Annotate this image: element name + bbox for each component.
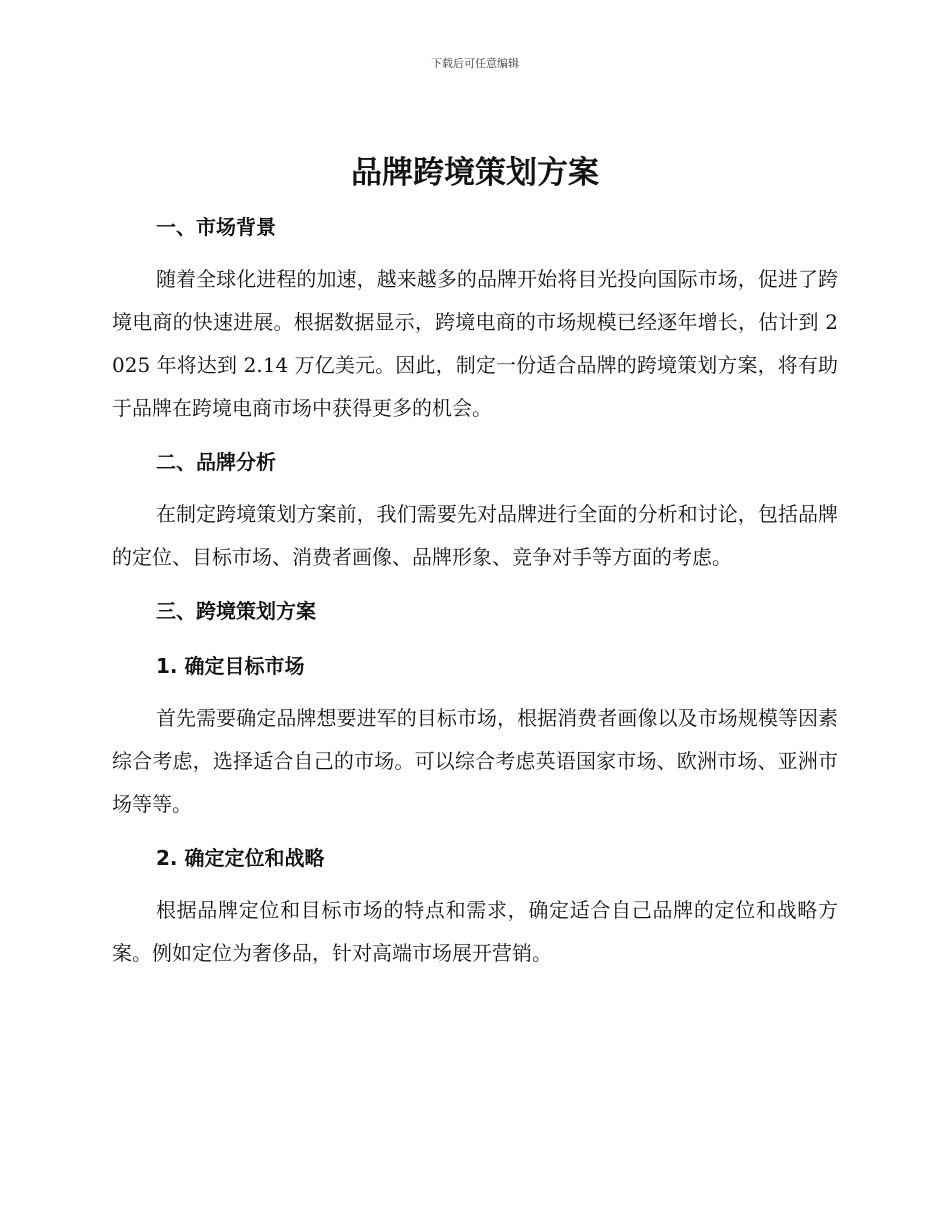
document-body <box>112 148 838 975</box>
section-paragraph-market-background: 随着全球化进程的加速，越来越多的品牌开始将目光投向国际市场，促进了跨境电商的快速进展。根据数据显示，跨境电商的市场规模已经逐年增长，估计到 2025 年将达到 2.14 万亿美元。因此，制定一份适合品牌的跨境策划方案，将有助于品牌在跨境电商市场中获得更多的机会。 <box>112 267 838 420</box>
subsection-paragraph-positioning-strategy: 根据品牌定位和目标市场的特点和需求，确定适合自己品牌的定位和战略方案。例如定位为奢侈品，针对高端市场展开营销。 <box>112 898 838 965</box>
subsection-heading-positioning-strategy: 2. 确定定位和战略 <box>156 846 325 870</box>
subsection-heading-target-market: 1. 确定目标市场 <box>156 654 305 678</box>
header-note: 下载后可任意编辑 <box>431 57 519 70</box>
document-title: 品牌跨境策划方案 <box>351 155 599 191</box>
section-paragraph-brand-analysis: 在制定跨境策划方案前，我们需要先对品牌进行全面的分析和讨论，包括品牌的定位、目标市场、消费者画像、品牌形象、竞争对手等方面的考虑。 <box>112 502 838 569</box>
section-heading-brand-analysis: 二、品牌分析 <box>156 450 276 474</box>
subsection-paragraph-target-market: 首先需要确定品牌想要进军的目标市场，根据消费者画像以及市场规模等因素综合考虑，选择适合自己的市场。可以综合考虑英语国家市场、欧洲市场、亚洲市场等等。 <box>112 706 838 816</box>
section-heading-market-background: 一、市场背景 <box>156 215 276 239</box>
section-heading-cross-border-plan: 三、跨境策划方案 <box>156 599 316 623</box>
